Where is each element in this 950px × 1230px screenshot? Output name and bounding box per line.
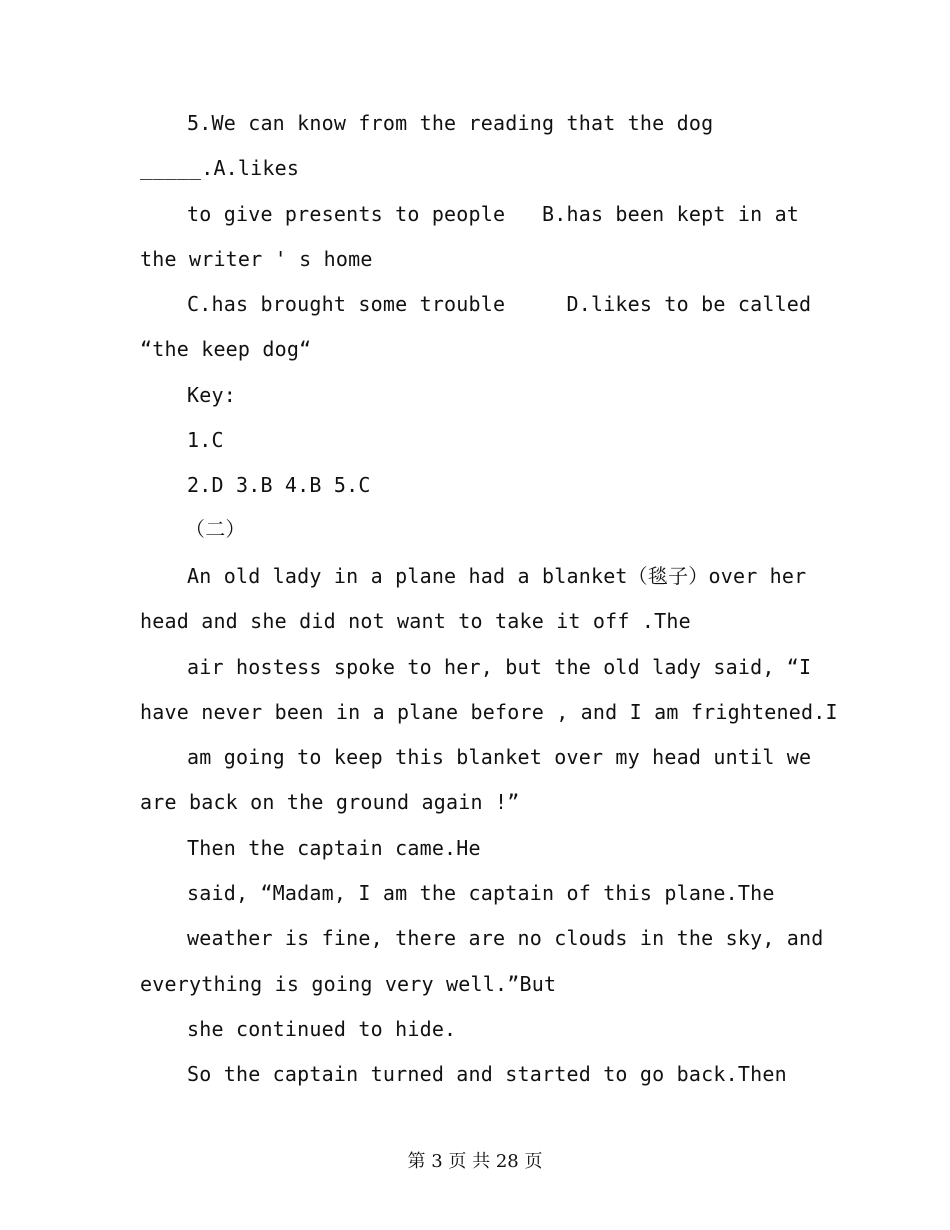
passage-line: she continued to hide. bbox=[187, 1017, 457, 1041]
section-heading-2: （二） bbox=[185, 517, 246, 541]
passage-line: So the captain turned and started to go back.Then bbox=[187, 1062, 787, 1086]
question-5-stem: 5.We can know from the reading that the dog bbox=[187, 111, 714, 135]
page-number-footer: 第 3 页 共 28 页 bbox=[407, 1151, 543, 1172]
passage-line: everything is going very well.”But bbox=[140, 972, 557, 996]
question-5-blank-option-a: _____.A.likes bbox=[140, 156, 300, 180]
key-heading: Key: bbox=[187, 383, 236, 407]
passage-line: air hostess spoke to her, but the old lady said, “I bbox=[187, 655, 812, 679]
question-5-options-a-b: to give presents to people B.has been kept in at bbox=[187, 202, 800, 226]
key-answers-2-5: 2.D 3.B 4.B 5.C bbox=[187, 473, 371, 497]
passage-line: weather is fine, there are no clouds in the sky, and bbox=[187, 926, 824, 950]
question-5-option-d-cont: “the keep dog“ bbox=[140, 337, 312, 361]
question-5-option-b-cont: the writer ' s home bbox=[140, 247, 373, 271]
passage-line: An old lady in a plane had a blanket（毯子）over her bbox=[187, 564, 807, 588]
passage-line: Then the captain came.He bbox=[187, 836, 481, 860]
question-5-options-c-d: C.has brought some trouble D.likes to be called bbox=[187, 292, 812, 316]
passage-line: said, “Madam, I am the captain of this plane.The bbox=[187, 881, 775, 905]
passage-line: head and she did not want to take it off .The bbox=[140, 609, 691, 633]
key-answer-1: 1.C bbox=[187, 428, 224, 452]
passage-line: have never been in a plane before , and I am frightened.I bbox=[140, 700, 838, 724]
passage-line: am going to keep this blanket over my head until we bbox=[187, 745, 812, 769]
passage-line: are back on the ground again !” bbox=[140, 790, 520, 814]
